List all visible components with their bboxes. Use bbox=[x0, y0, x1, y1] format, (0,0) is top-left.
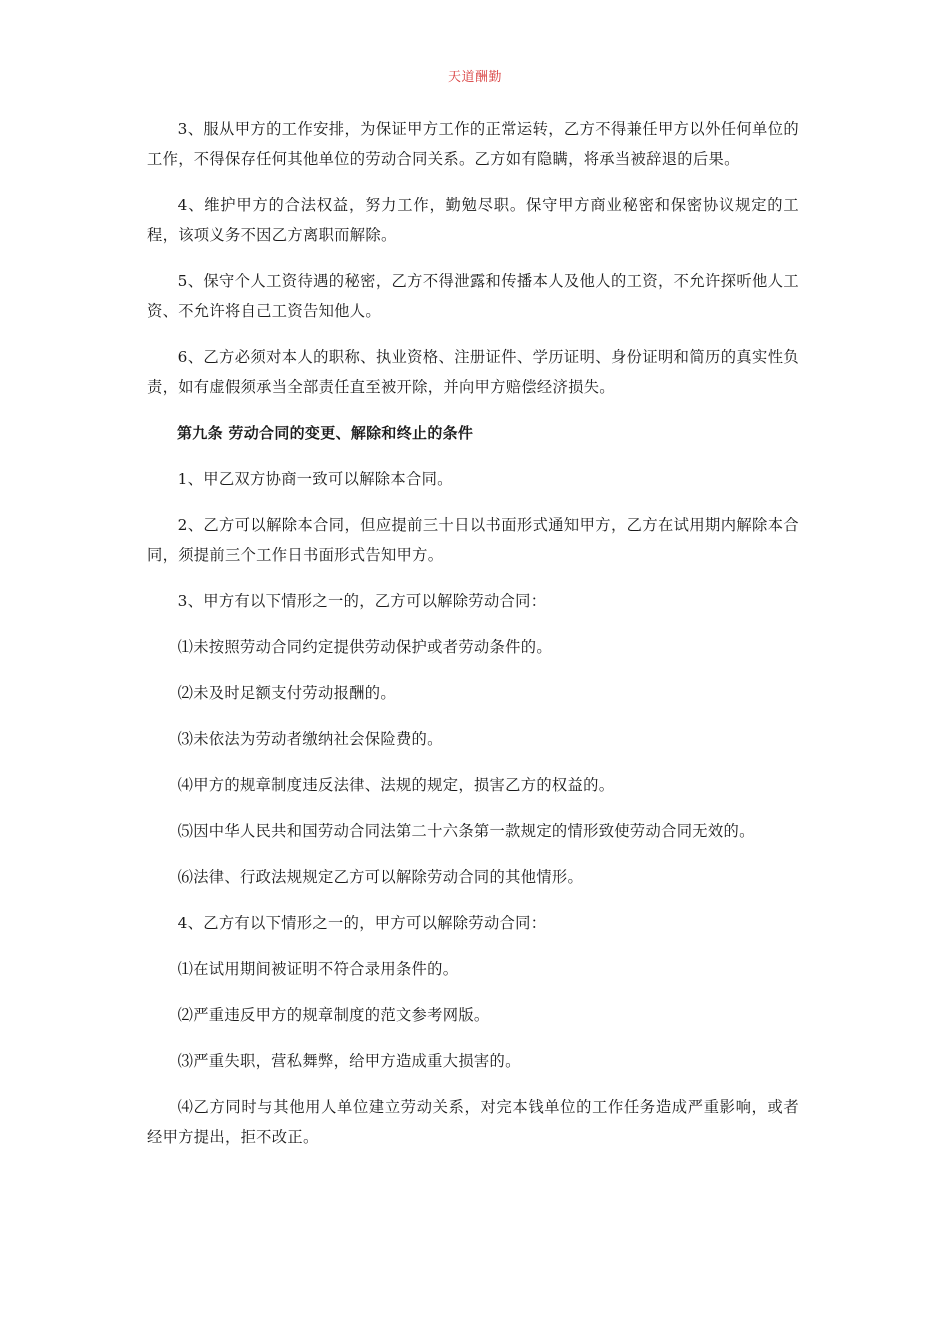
document-body bbox=[147, 114, 799, 1168]
paragraph: 3、甲方有以下情形之一的，乙方可以解除劳动合同： bbox=[177, 592, 547, 610]
page-header: 天道酬勤 bbox=[447, 70, 502, 85]
list-item: ⑵未及时足额支付劳动报酬的。 bbox=[177, 684, 396, 702]
list-item: ⑹法律、行政法规规定乙方可以解除劳动合同的其他情形。 bbox=[177, 868, 584, 886]
list-item: ⑷乙方同时与其他用人单位建立劳动关系，对完本钱单位的工作任务造成严重影响，或者经甲方提出，拒不改正。 bbox=[147, 1098, 799, 1146]
list-item: ⑶未依法为劳动者缴纳社会保险费的。 bbox=[177, 730, 443, 748]
list-item: ⑷甲方的规章制度违反法律、法规的规定，损害乙方的权益的。 bbox=[177, 776, 615, 794]
paragraph: 5、保守个人工资待遇的秘密，乙方不得泄露和传播本人及他人的工资，不允许探听他人工资、不允许将自己工资告知他人。 bbox=[147, 272, 799, 320]
list-item: ⑴未按照劳动合同约定提供劳动保护或者劳动条件的。 bbox=[177, 638, 552, 656]
paragraph: 1、甲乙双方协商一致可以解除本合同。 bbox=[177, 470, 453, 488]
paragraph: 2、乙方可以解除本合同，但应提前三十日以书面形式通知甲方，乙方在试用期内解除本合同，须提前三个工作日书面形式告知甲方。 bbox=[147, 516, 799, 564]
list-item: ⑶严重失职，营私舞弊，给甲方造成重大损害的。 bbox=[177, 1052, 521, 1070]
list-item: ⑵严重违反甲方的规章制度的范文参考网版。 bbox=[177, 1006, 490, 1024]
paragraph: 3、服从甲方的工作安排，为保证甲方工作的正常运转，乙方不得兼任甲方以外任何单位的工作，不得保存任何其他单位的劳动合同关系。乙方如有隐瞒，将承当被辞退的后果。 bbox=[147, 120, 799, 168]
list-item: ⑸因中华人民共和国劳动合同法第二十六条第一款规定的情形致使劳动合同无效的。 bbox=[177, 822, 755, 840]
list-item: ⑴在试用期间被证明不符合录用条件的。 bbox=[177, 960, 459, 978]
section-heading: 第九条 劳动合同的变更、解除和终止的条件 bbox=[177, 424, 474, 442]
paragraph: 6、乙方必须对本人的职称、执业资格、注册证件、学历证明、身份证明和简历的真实性负责，如有虚假须承当全部责任直至被开除，并向甲方赔偿经济损失。 bbox=[147, 348, 799, 396]
paragraph: 4、维护甲方的合法权益，努力工作，勤勉尽职。保守甲方商业秘密和保密协议规定的工程，该项义务不因乙方离职而解除。 bbox=[147, 196, 799, 244]
paragraph: 4、乙方有以下情形之一的，甲方可以解除劳动合同： bbox=[177, 914, 547, 932]
